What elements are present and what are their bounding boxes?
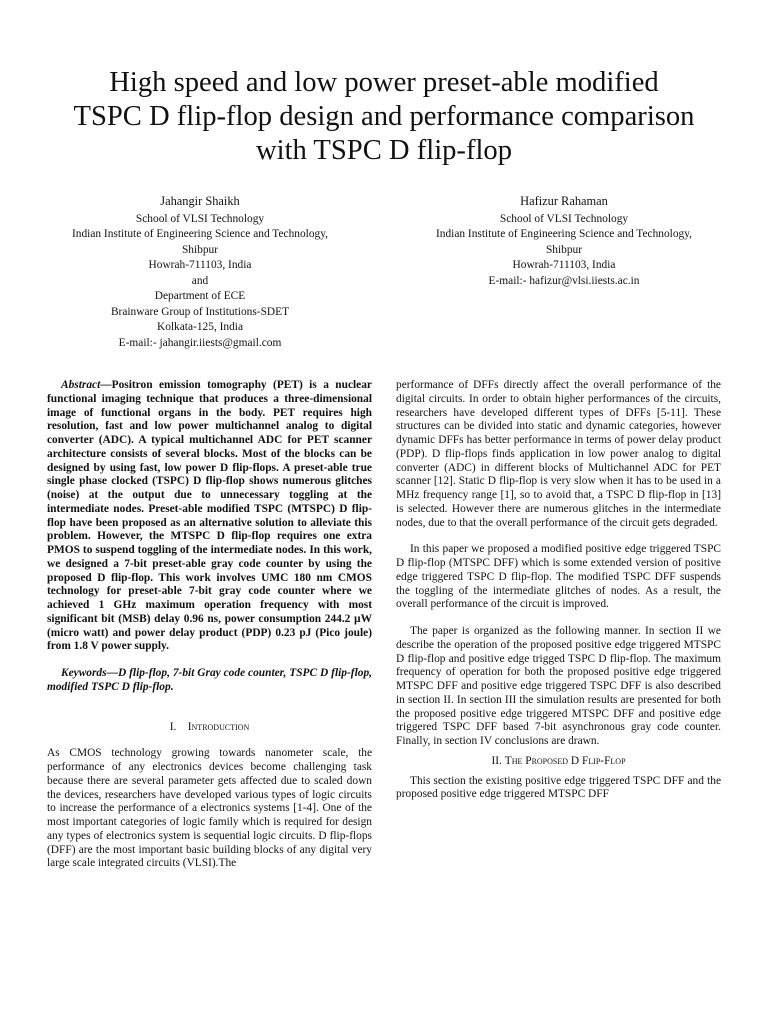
author-1-affiliation-line: Kolkata-125, India [156, 321, 244, 333]
author-2-affiliation-line: Indian Institute of Engineering Science and Technology, [435, 228, 693, 240]
section-heading-proposed-dff [396, 755, 721, 769]
body-paragraph: In this paper we proposed a modified positive edge triggered TSPC D flip-flop (MTSPC DFF) which is some extended version of positive edge triggered TSPC D flip-flop. The modified TSPC DFF suspends the toggling of the intermediate glitches of nodes. As a result, the overall performance of the circuit is improved. [396, 543, 721, 611]
intro-paragraph: As CMOS technology growing towards nanometer scale, the performance of any electronics devices become challenging task because there are several parameter gets affected due to scaled down the devices, researchers have developed various types of logic circuits to increase the performance of a electronics systems [1-4]. One of the most important categories of logic family which is required for design any types of electronics system is sequential logic circuits. D flip-flops (DFF) are the most important basic building blocks of any digital very large scale integrated circuits (VLSI).The [47, 747, 372, 870]
author-1-affiliation-line: Brainware Group of Institutions-SDET [110, 305, 290, 318]
body-paragraph: The paper is organized as the following manner. In section II we describe the operation of the proposed positive edge triggered MTSPC D flip-flop and positive edge trigged TSPC D flip-flop. The maximum frequency of operation for both the proposed positive edge triggered MTSPC DFF and positive edge triggered TSPC DFF is also described in section II. In section III the simulation results are presented for both the proposed positive edge triggered MTSPC DFF and positive edge triggered TSPC DFF based 7-bit asynchronous gray code counter. Finally, in section IV conclusions are drawn. [396, 625, 721, 747]
author-2-name: Hafizur Rahaman [520, 194, 608, 208]
author-1-affiliation-line: and [191, 274, 209, 287]
author-2 [394, 194, 734, 289]
section-title: Introduction [187, 720, 250, 733]
body-paragraph: performance of DFFs directly affect the overall performance of the digital circuits. In order to obtain higher performances of the circuits, researchers have developed different types of DFFs [5-11]. These structures can be divided into static and dynamic categories, however dynamic DFFs has better performance in terms of power delay product (PDP). D flip-flops finds application in low power analog to digital converter (ADC) in different blocks of Multichannel ADC for PET scanner [12]. Static D flip-flop is very slow when it has to be used in a MHz frequency range [1], so to avoid that, a TSPC D flip-flop in [13] is selected. However there are numerous glitches in the intermediate nodes, due to that the overall performance of the circuit gets degraded. [396, 379, 721, 529]
author-1-affiliation-line: Shibpur [181, 243, 219, 256]
section-number: I. [169, 720, 177, 733]
title-line-2: TSPC D flip-flop design and performance comparison [73, 101, 695, 132]
abstract-text: —Positron emission tomography (PET) is a nuclear functional imaging technique that produces a three-dimensional image of functional organs in the body. PET requires high resolution, fast and low power multichannel analog to digital converter (ADC). A typical multichannel ADC for PET scanner architecture consists of several blocks. Most of the blocks can be designed by using fast, low power D flip-flops. A preset-able true single phase clocked (TSPC) D flip-flop shows numerous glitches (noise) at the output due to unnecessary toggling at the intermediate nodes. Preset-able modified TSPC (MTSPC) D flip-flop have been proposed as an alternative solution to alleviate this problem. However, the MTSPC D flip-flop requires one extra PMOS to suspend toggling of the intermediate nodes. In this work, we designed a 7-bit preset-able gray code counter by using the proposed D flip-flop. This work involves UMC 180 nm CMOS technology for preset-able 7-bit gray code counter where we achieved 1 GHz maximum operation frequency with most significant bit (MSB) delay 0.96 ns, power consumption 244.2 µW (micro watt) and power delay product (PDP) 0.23 pJ (Pico joule) from 1.8 V power supply. [47, 379, 372, 653]
abstract [47, 379, 372, 654]
section2-paragraph: This section the existing positive edge triggered TSPC DFF and the proposed positive edge triggered MTSPC DFF [396, 774, 721, 801]
author-1-affiliation-line: Howrah-711103, India [148, 259, 252, 271]
paper-title [24, 66, 744, 168]
author-2-affiliation-line: School of VLSI Technology [499, 212, 629, 225]
author-1-affiliation-line: School of VLSI Technology [135, 212, 265, 225]
author-2-email: E-mail:- hafizur@vlsi.iiests.ac.in [488, 274, 640, 287]
title-line-3: with TSPC D flip-flop [255, 135, 513, 166]
author-2-affiliation-line: Howrah-711103, India [512, 259, 616, 271]
keywords-text: —D flip-flop, 7-bit Gray code counter, TSPC D flip-flop, modified TSPC D flip-flop. [47, 667, 372, 693]
right-column [396, 379, 721, 802]
left-column [47, 379, 372, 871]
author-1-email: E-mail:- jahangir.iiests@gmail.com [118, 336, 282, 349]
author-1 [30, 194, 370, 351]
section-title: The Proposed D Flip-Flop [504, 754, 626, 767]
author-2-affiliation-line: Shibpur [545, 243, 583, 256]
author-1-name: Jahangir Shaikh [160, 194, 240, 208]
keywords [47, 667, 372, 695]
author-1-affiliation-line: Indian Institute of Engineering Science and Technology, [71, 228, 329, 240]
abstract-label: Abstract [61, 379, 101, 391]
author-1-affiliation-line: Department of ECE [154, 290, 246, 302]
section-heading-introduction [47, 721, 372, 735]
section-number: II. [491, 754, 502, 767]
keywords-label: Keywords [61, 667, 107, 679]
title-line-1: High speed and low power preset-able modified [109, 67, 659, 98]
